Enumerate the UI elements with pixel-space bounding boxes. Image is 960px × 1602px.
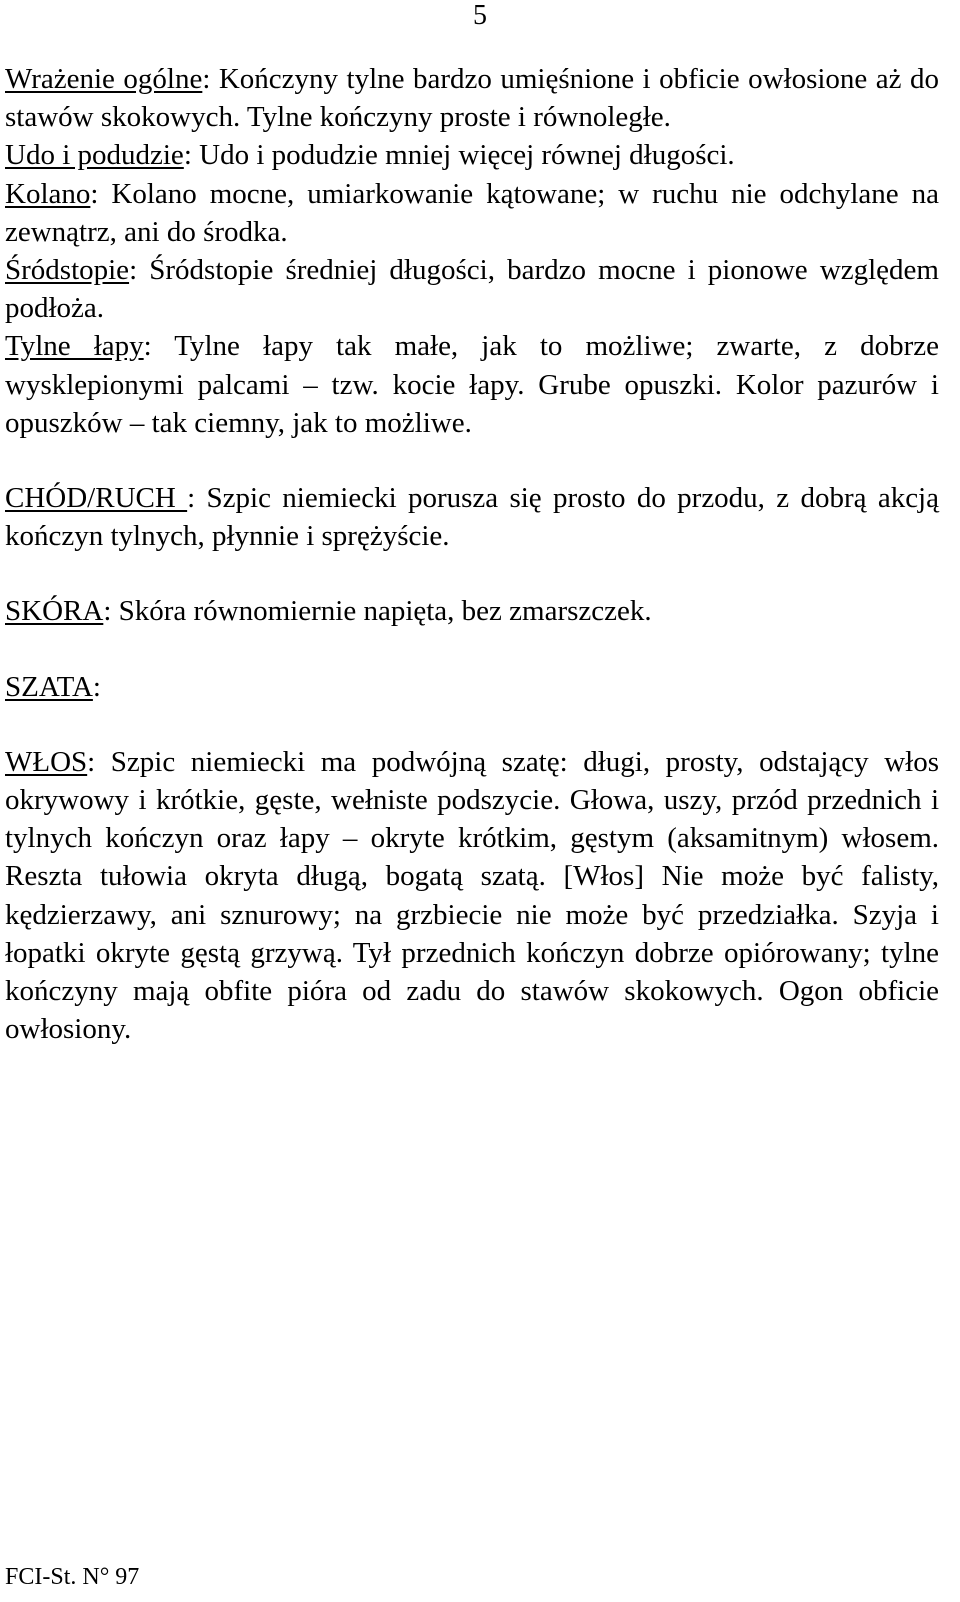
text-hair: : Szpic niemiecki ma podwójną szatę: długi, prosty, odstający włos okrywowy i krótkie, gęste, wełniste podszycie. Głowa, uszy, przód przednich i tylnych kończyn oraz łapy – okryte krótkim, gęstym (aksamitnym) włosem. Reszta tułowia okryta długą, bogatą szatą. [Włos] Nie może być falisty, kędzierzawy, ani sznurowy; na grzbiecie nie może być przedziałka. Szyja i łopatki okryte gęstą grzywą. Tył przednich kończyn dobrze opiórowany; tylne kończyny mają obfite pióra od zadu do stawów skokowych. Ogon obficie owłosiony.	[5, 745, 939, 1046]
text-thigh: : Udo i podudzie mniej więcej równej długości.	[183, 139, 735, 172]
text-metatarsus: : Śródstopie średniej długości, bardzo mocne i pionowe względem podłoża.	[5, 254, 939, 325]
heading-general-impression: Wrażenie ogólne	[5, 63, 203, 95]
heading-hind-feet: Tylne łapy	[5, 330, 144, 363]
heading-knee: Kolano	[5, 177, 91, 210]
paragraph-hind-feet	[5, 327, 939, 442]
heading-metatarsus: Śródstopie	[5, 254, 130, 287]
text-coat: :	[92, 670, 101, 703]
heading-gait: CHÓD/RUCH	[5, 482, 188, 515]
heading-skin: SKÓRA	[5, 595, 104, 628]
text-gait: : Szpic niemiecki porusza się prosto do przodu, z dobrą akcją kończyn tylnych, płynnie i sprężyście.	[5, 482, 939, 553]
text-general-impression: : Kończyny tylne bardzo umięśnione i obficie owłosione aż do stawów skokowych. Tylne kończyny proste i równoległe.	[5, 63, 940, 134]
document-body	[5, 60, 939, 1048]
paragraph-thigh	[5, 136, 939, 174]
heading-coat: SZATA	[5, 670, 93, 703]
paragraph-hair	[5, 743, 939, 1049]
paragraph-skin	[5, 592, 939, 630]
heading-thigh: Udo i podudzie	[5, 139, 184, 172]
text-skin: : Skóra równomiernie napięta, bez zmarszczek.	[103, 595, 652, 628]
text-knee: : Kolano mocne, umiarkowanie kątowane; w ruchu nie odchylane na zewnątrz, ani do środka.	[5, 177, 939, 248]
paragraph-coat	[5, 668, 939, 706]
paragraph-metatarsus	[5, 251, 939, 327]
paragraph-knee	[5, 175, 939, 251]
paragraph-gait	[5, 479, 939, 555]
document-footer: FCI-St. N° 97	[5, 1564, 140, 1590]
heading-hair: WŁOS	[5, 745, 88, 778]
page-number: 5	[473, 0, 487, 31]
paragraph-general-impression	[5, 60, 939, 136]
text-hind-feet: : Tylne łapy tak małe, jak to możliwe; zwarte, z dobrze wysklepionymi palcami – tzw. kocie łapy. Grube opuszki. Kolor pazurów i opuszków – tak ciemny, jak to możliwe.	[5, 330, 940, 439]
